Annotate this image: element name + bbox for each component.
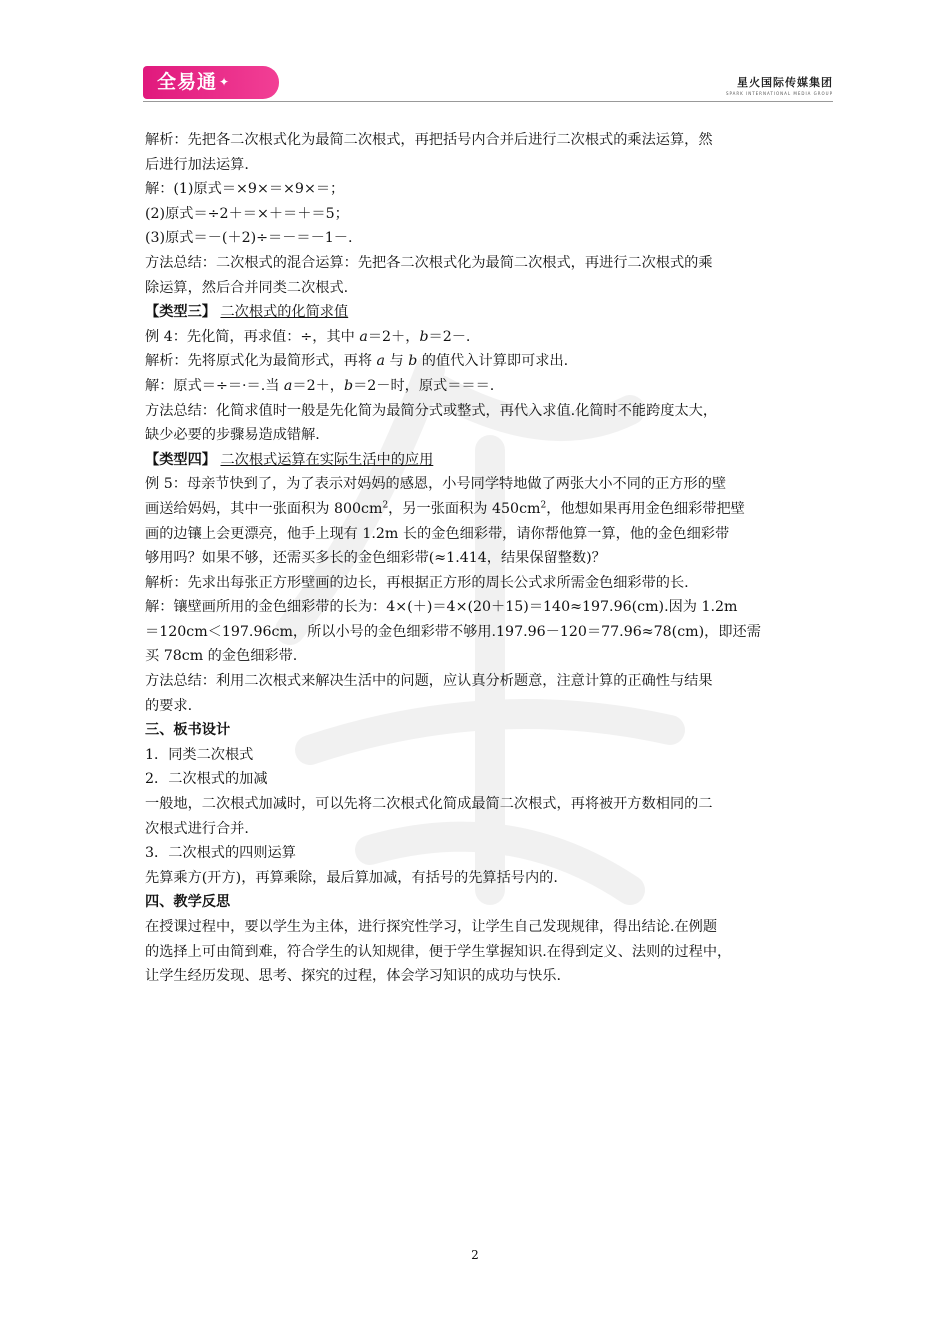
- paragraph: 除运算，然后合并同类二次根式.: [145, 279, 349, 296]
- page-header: [143, 66, 833, 102]
- paragraph: 在授课过程中，要以学生为主体，进行探究性学习，让学生自己发现规律，得出结论.在例题: [145, 919, 718, 935]
- paragraph: [145, 497, 810, 522]
- paragraph: 的要求.: [145, 697, 193, 714]
- var-a: a: [283, 377, 293, 394]
- text: 解：原式＝÷＝·＝.当: [145, 377, 284, 394]
- brand-name-en: SPARK INTERNATIONAL MEDIA GROUP: [725, 91, 833, 96]
- paragraph: 方法总结：利用二次根式来解决生活中的问题，应认真分析题意，注意计算的正确性与结果: [145, 673, 713, 690]
- text: ，另一张面积为 450cm: [388, 500, 541, 517]
- paragraph: 够用吗？如果不够，还需买多长的金色细彩带(≈1.414，结果保留整数)？: [145, 550, 606, 567]
- paragraph: 的选择上可由简到难，符合学生的认知规律，便于学生掌握知识.在得到定义、法则的过程中，: [145, 943, 732, 960]
- section-heading: 三、板书设计: [145, 722, 231, 739]
- brand-name-cn: 星火国际传媒集团: [737, 76, 833, 89]
- logo-text: 全易通: [157, 71, 218, 93]
- document-body: [145, 128, 810, 989]
- paragraph: (2)原式＝÷2＋＝×＋＝＋＝5；: [145, 205, 349, 222]
- text: 画送给妈妈，其中一张面积为 800cm: [145, 500, 383, 517]
- text: 解析：先将原式化为最简形式，再将: [145, 353, 377, 370]
- text: 的值代入计算即可求出.: [417, 353, 569, 370]
- paragraph: 3．二次根式的四则运算: [145, 845, 296, 862]
- paragraph: 解析：先求出每张正方形壁画的边长，再根据正方形的周长公式求所需金色细彩带的长.: [145, 574, 689, 591]
- paragraph: [145, 325, 810, 350]
- paragraph: 缺少必要的步骤易造成错解.: [145, 427, 320, 444]
- section-heading: 四、教学反思: [145, 894, 231, 911]
- paragraph: 让学生经历发现、思考、探究的过程，体会学习知识的成功与快乐.: [145, 968, 561, 985]
- text: ＝2＋，: [292, 377, 344, 394]
- paragraph: 解析：先把各二次根式化为最简二次根式，再把括号内合并后进行二次根式的乘法运算，然: [145, 132, 713, 148]
- paragraph: 方法总结：二次根式的混合运算：先把各二次根式化为最简二次根式，再进行二次根式的乘: [145, 254, 713, 271]
- paragraph: (3)原式＝－(＋2)÷＝－＝－1－.: [145, 230, 353, 247]
- paragraph: 解：(1)原式＝×9×＝×9×＝；: [145, 181, 345, 198]
- superscript: 2: [540, 500, 547, 511]
- var-a: a: [376, 353, 385, 370]
- paragraph: 后进行加法运算.: [145, 156, 249, 173]
- type-title: 二次根式运算在实际生活中的应用: [220, 451, 434, 468]
- paragraph: 一般地，二次根式加减时，可以先将二次根式化简成最简二次根式，再将被开方数相同的二: [145, 796, 713, 813]
- superscript: 2: [382, 500, 389, 511]
- var-b: b: [419, 328, 429, 345]
- type-heading: [145, 300, 810, 325]
- paragraph: 画的边镶上会更漂亮，他手上现有 1.2m 长的金色细彩带，请你帮他算一算，他的金色细彩带: [145, 525, 730, 542]
- paragraph: 先算乘方(开方)，再算乘除，最后算加减，有括号的先算括号内的.: [145, 869, 558, 886]
- page-number: 2: [471, 1248, 479, 1262]
- brand: [726, 74, 833, 96]
- text: 例 4：先化简，再求值：÷，其中: [145, 328, 360, 345]
- paragraph: 例 5：母亲节快到了，为了表示对妈妈的感恩，小号同学特地做了两张大小不同的正方形的壁: [145, 476, 727, 493]
- paragraph: [145, 349, 810, 374]
- type-tag: 【类型四】: [145, 451, 216, 468]
- text: ＝2＋，: [367, 328, 420, 345]
- paragraph: 解：镶壁画所用的金色细彩带的长为：4×(＋)＝4×(20＋15)＝140≈197.96(cm).因为 1.2m: [145, 599, 738, 616]
- var-a: a: [359, 328, 368, 345]
- text: ，他想如果再用金色细彩带把壁: [546, 500, 745, 517]
- paragraph: 1．同类二次根式: [145, 746, 254, 763]
- var-b: b: [343, 377, 354, 394]
- paragraph: [145, 374, 810, 399]
- paragraph: 买 78cm 的金色细彩带.: [145, 648, 298, 665]
- paragraph: 方法总结：化简求值时一般是先化简为最简分式或整式，再代入求值.化简时不能跨度太大，: [145, 402, 718, 419]
- header-rule: [143, 101, 833, 102]
- type-title: 二次根式的化简求值: [220, 304, 349, 321]
- text: ＝2－.: [428, 328, 471, 345]
- var-b: b: [408, 353, 418, 370]
- sparkle-icon: ✦: [219, 75, 231, 89]
- paragraph: 次根式进行合并.: [145, 820, 249, 837]
- paragraph: ＝120cm＜197.96cm，所以小号的金色细彩带不够用.197.96－120＝77.96≈78(cm)，即还需: [145, 623, 761, 640]
- type-tag: 【类型三】: [145, 304, 216, 321]
- text: 与: [384, 353, 409, 370]
- type-heading: [145, 448, 810, 473]
- paragraph: 2．二次根式的加减: [145, 771, 268, 788]
- logo: [143, 66, 279, 99]
- text: ＝2－时，原式＝＝＝.: [353, 377, 495, 394]
